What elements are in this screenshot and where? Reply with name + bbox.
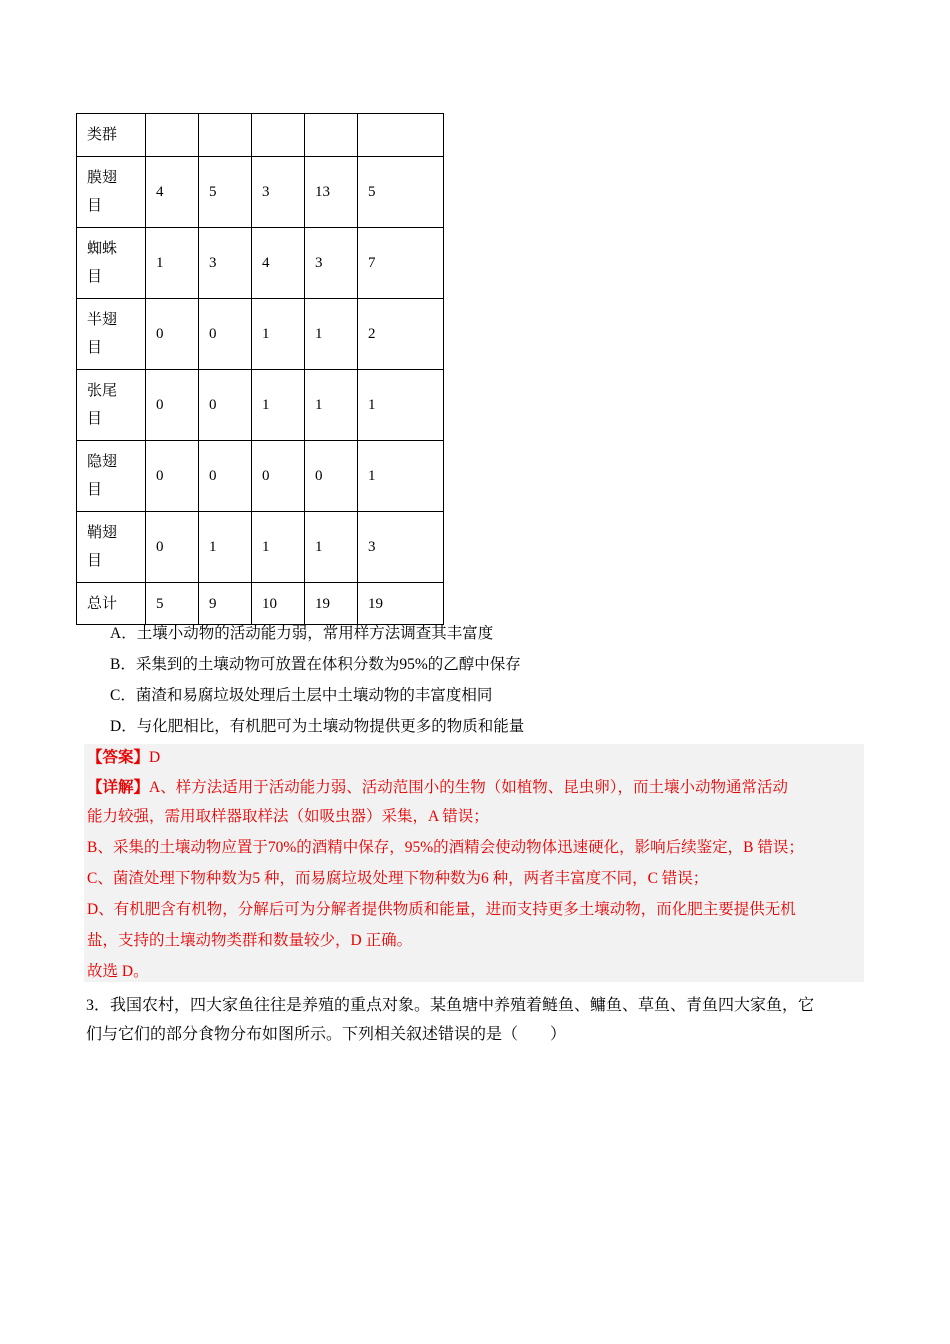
table-cell: 4 (252, 228, 305, 299)
detail-line (87, 776, 788, 800)
option-d: D．与化肥相比，有机肥可为土壤动物提供更多的物质和能量 (110, 718, 525, 735)
table-cell: 5 (199, 157, 252, 228)
question-3 (86, 991, 861, 1049)
row-label-line: 目 (87, 411, 103, 427)
question-3-line: 3．我国农村，四大家鱼往往是养殖的重点对象。某鱼塘中养殖着鲢鱼、鳙鱼、草鱼、青鱼四大家鱼，它 (86, 997, 815, 1014)
table-header-label: 类群 (77, 114, 146, 157)
table-header-cell (358, 114, 444, 157)
option-b: B．采集到的土壤动物可放置在体积分数为95%的乙醇中保存 (110, 656, 521, 673)
total-cell: 19 (305, 583, 358, 625)
table-row (77, 228, 444, 299)
table-header-cell (252, 114, 305, 157)
table-cell: 1 (146, 228, 199, 299)
table-cell: 1 (358, 441, 444, 512)
row-label-line: 隐翅 (87, 454, 118, 470)
row-label (77, 299, 146, 370)
total-label: 总计 (77, 583, 146, 625)
row-label (77, 370, 146, 441)
row-label-line: 鞘翅 (87, 525, 118, 541)
table-row (77, 299, 444, 370)
table-cell: 1 (199, 512, 252, 583)
answer-tag: 【答案】 (87, 749, 150, 766)
table-cell: 13 (305, 157, 358, 228)
table-cell: 3 (305, 228, 358, 299)
table-cell: 0 (305, 441, 358, 512)
detail-line: B、采集的土壤动物应置于70%的酒精中保存，95%的酒精会使动物体迅速硬化，影响后续鉴定，B 错误； (87, 839, 804, 856)
row-label (77, 512, 146, 583)
species-count-table (76, 113, 444, 625)
answer-value: D (149, 749, 161, 766)
total-cell: 19 (358, 583, 444, 625)
table-cell: 7 (358, 228, 444, 299)
row-label-line: 目 (87, 553, 103, 569)
row-label-line: 蜘蛛 (87, 241, 118, 257)
table-cell: 1 (305, 299, 358, 370)
total-cell: 10 (252, 583, 305, 625)
table-header-cell (146, 114, 199, 157)
row-label (77, 441, 146, 512)
table-header-row (77, 114, 444, 157)
table-cell: 2 (358, 299, 444, 370)
conclusion-line: 故选 D。 (87, 963, 149, 980)
table-cell: 0 (199, 370, 252, 441)
table-cell: 0 (146, 512, 199, 583)
detail-line: D、有机肥含有机物，分解后可为分解者提供物质和能量，进而支持更多土壤动物，而化肥主要提供无机 (87, 901, 796, 918)
table-cell: 1 (252, 512, 305, 583)
row-label-line: 目 (87, 340, 103, 356)
answer-line (87, 746, 160, 770)
table-cell: 0 (146, 370, 199, 441)
row-label (77, 228, 146, 299)
option-a: A．土壤小动物的活动能力弱，常用样方法调查其丰富度 (110, 625, 494, 642)
table-cell: 0 (252, 441, 305, 512)
table-row (77, 441, 444, 512)
table-cell: 1 (252, 299, 305, 370)
table-cell: 3 (358, 512, 444, 583)
row-label-line: 张尾 (87, 383, 118, 399)
table-header-cell (199, 114, 252, 157)
detail-line: C、菌渣处理下物种数为5 种，而易腐垃圾处理下物种数为6 种，两者丰富度不同，C 错误； (87, 870, 709, 887)
row-label-line: 目 (87, 269, 103, 285)
detail-line: 能力较强，需用取样器取样法（如吸虫器）采集，A 错误； (87, 808, 489, 825)
table-cell: 1 (252, 370, 305, 441)
table-cell: 0 (146, 441, 199, 512)
table-cell: 4 (146, 157, 199, 228)
row-label-line: 半翅 (87, 312, 118, 328)
table-cell: 0 (146, 299, 199, 370)
option-c: C．菌渣和易腐垃圾处理后土层中土壤动物的丰富度相同 (110, 687, 493, 704)
table-row (77, 157, 444, 228)
row-label-line: 目 (87, 198, 103, 214)
total-cell: 5 (146, 583, 199, 625)
question-3-line: 们与它们的部分食物分布如图所示。下列相关叙述错误的是（ ） (86, 1026, 567, 1043)
table-total-row (77, 583, 444, 625)
table-row (77, 512, 444, 583)
table-cell: 1 (358, 370, 444, 441)
table-cell: 3 (252, 157, 305, 228)
detail-line: 盐，支持的土壤动物类群和数量较少，D 正确。 (87, 932, 413, 949)
row-label-line: 目 (87, 482, 103, 498)
table-cell: 0 (199, 299, 252, 370)
table-cell: 0 (199, 441, 252, 512)
table-cell: 5 (358, 157, 444, 228)
row-label (77, 157, 146, 228)
row-label-line: 膜翅 (87, 170, 118, 186)
table-cell: 1 (305, 370, 358, 441)
table-row (77, 370, 444, 441)
answer-options (110, 620, 524, 744)
detail-text: A、样方法适用于活动能力弱、活动范围小的生物（如植物、昆虫卵），而土壤小动物通常活动 (149, 779, 788, 796)
table-header-cell (305, 114, 358, 157)
table-cell: 3 (199, 228, 252, 299)
total-cell: 9 (199, 583, 252, 625)
answer-explanation-box (84, 744, 864, 982)
detail-tag: 【详解】 (87, 779, 150, 796)
table-cell: 1 (305, 512, 358, 583)
